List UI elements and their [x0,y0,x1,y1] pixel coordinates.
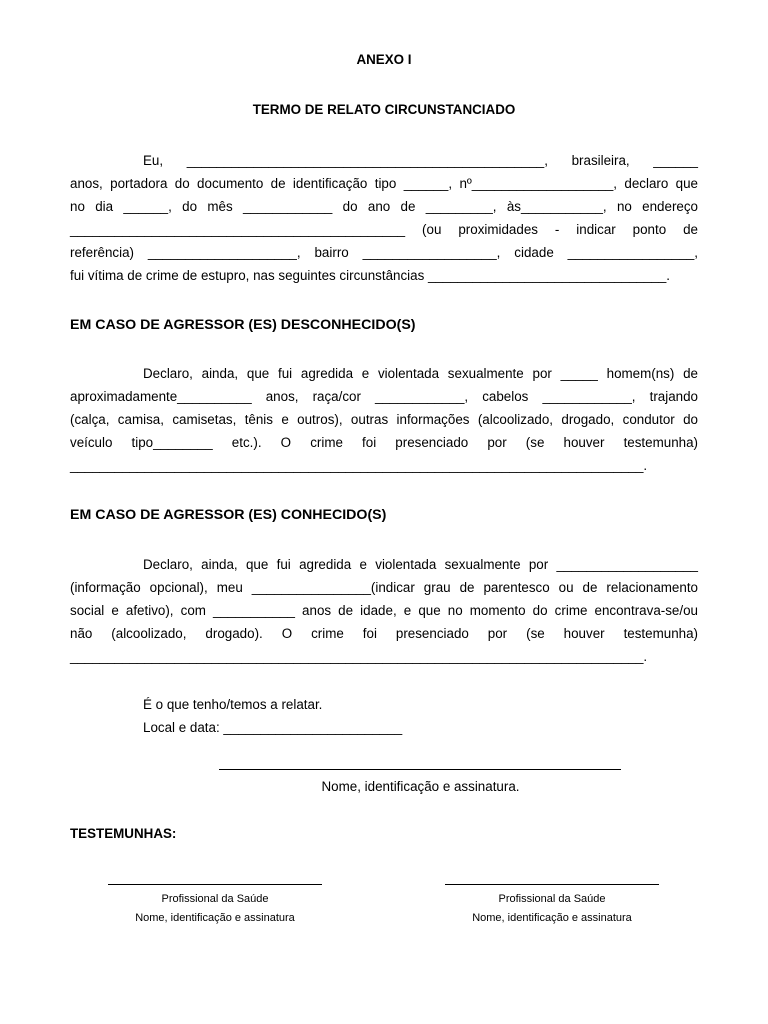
unknown-line-1: Declaro, ainda, que fui agredida e violentada sexualmente por _____ homem(ns) de [143,366,698,381]
signature-caption: Nome, identificação e assinatura. [321,779,520,794]
intro-line-1: Eu, ________________________________________________, brasileira, ______ [143,153,698,168]
intro-line-6: fui vítima de crime de estupro, nas seguintes circunstâncias ________________________________. [70,268,671,283]
known-line-5: _____________________________________________________________________________. [70,649,648,664]
section-known-heading: EM CASO DE AGRESSOR (ES) CONHECIDO(S) [70,507,387,523]
unknown-line-3: (calça, camisa, camisetas, tênis e outros), outras informações (alcoolizado, drogado, condutor do [70,412,698,427]
witness-left-role: Profissional da Saúde [161,893,269,905]
known-line-3: social e afetivo), com ___________ anos de idade, e que no momento do crime encontrava-se/ou [70,603,698,618]
closing-statement: É o que tenho/temos a relatar. [143,697,323,712]
intro-line-4: _____________________________________________ (ou proximidades - indicar ponto de [70,222,698,237]
page-title: ANEXO I [356,52,412,67]
witness-right-role: Profissional da Saúde [498,893,606,905]
place-date-field: Local e data: ________________________ [143,720,403,735]
unknown-line-5: _____________________________________________________________________________. [70,458,648,473]
witness-left-caption: Nome, identificação e assinatura [135,912,295,924]
document-subtitle: TERMO DE RELATO CIRCUNSTANCIADO [252,102,516,117]
witness-left-signature-line [108,884,322,885]
witness-right-signature-line [445,884,659,885]
known-line-1: Declaro, ainda, que fui agredida e violentada sexualmente por ___________________ [143,557,698,572]
intro-line-5: referência) ____________________, bairro __________________, cidade _________________, [70,245,698,260]
intro-line-2: anos, portadora do documento de identificação tipo ______, nº___________________, declaro que [70,176,698,191]
witness-right-caption: Nome, identificação e assinatura [472,912,632,924]
signature-line [219,769,621,770]
intro-line-3: no dia ______, do mês ____________ do ano de _________, às___________, no endereço [70,199,698,214]
unknown-line-4: veículo tipo________ etc.). O crime foi presenciado por (se houver testemunha) [70,435,698,450]
known-line-2: (informação opcional), meu ________________(indicar grau de parentesco ou de relacionamento [70,580,698,595]
section-unknown-heading: EM CASO DE AGRESSOR (ES) DESCONHECIDO(S) [70,317,416,333]
witnesses-heading: TESTEMUNHAS: [70,826,177,841]
known-line-4: não (alcoolizado, drogado). O crime foi presenciado por (se houver testemunha) [70,626,698,641]
unknown-line-2: aproximadamente__________ anos, raça/cor ____________, cabelos ____________, trajando [70,389,698,404]
